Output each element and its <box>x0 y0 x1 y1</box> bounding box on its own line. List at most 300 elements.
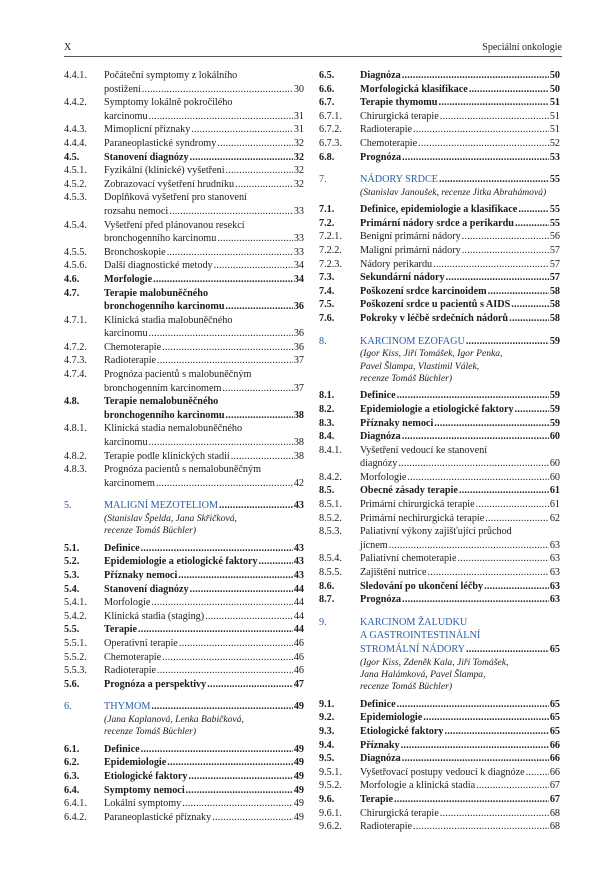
toc-entry-number: 6.1. <box>64 743 80 755</box>
toc-entry-number: 9.3. <box>319 726 335 737</box>
toc-page-number: 34 <box>293 260 304 272</box>
toc-entry <box>64 770 304 784</box>
toc-entry <box>64 743 304 757</box>
toc-entry-line <box>104 784 304 798</box>
toc-entry-body <box>104 651 304 665</box>
toc-entry-body <box>360 285 560 299</box>
toc-entry <box>319 498 560 512</box>
toc-entry <box>319 739 560 753</box>
toc-entry-title: Epidemiologie <box>360 712 423 724</box>
toc-entry-line <box>360 616 560 630</box>
toc-dot-leader <box>226 164 293 178</box>
toc-entry <box>319 793 560 807</box>
toc-dot-leader <box>167 756 293 770</box>
toc-entry-body <box>360 217 560 231</box>
toc-page-number: 47 <box>293 678 304 690</box>
toc-entry-title: karcinomem <box>104 477 155 489</box>
toc-entry-body <box>360 512 560 526</box>
toc-dot-leader <box>226 409 293 423</box>
toc-entry-line <box>360 820 560 834</box>
toc-entry-number: 5.4. <box>64 583 80 595</box>
toc-entry-title: Chirurgická terapie <box>360 110 439 122</box>
toc-entry-body <box>360 123 560 137</box>
toc-entry-body <box>104 743 304 757</box>
toc-entry-body <box>104 678 304 692</box>
toc-dot-leader <box>219 499 293 513</box>
toc-entry-number: 6.7.1. <box>319 110 342 122</box>
toc-page-number: 49 <box>293 798 304 810</box>
toc-entry-body <box>360 779 560 793</box>
toc-dot-leader <box>444 725 548 739</box>
toc-dot-leader <box>191 123 293 137</box>
toc-entry-line <box>360 271 560 285</box>
toc-entry-body <box>360 110 560 124</box>
toc-entry-body <box>360 69 560 83</box>
toc-entry-line <box>104 246 304 260</box>
toc-entry-number: 8.3. <box>319 417 335 429</box>
toc-entry <box>319 244 560 258</box>
toc-entry-line <box>104 797 304 811</box>
toc-page-number: 52 <box>549 137 560 149</box>
toc-entry-line <box>104 232 304 246</box>
toc-page-number: 65 <box>549 726 560 737</box>
toc-entry-body <box>104 273 304 287</box>
author-line: recenze Tomáš Büchler) <box>360 372 453 384</box>
toc-entry <box>64 287 304 314</box>
toc-entry <box>319 389 560 403</box>
toc-entry-title: Definice <box>104 542 140 554</box>
author-line: (Stanislav Janoušek, recenze Jitka Abrahámová) <box>360 186 547 198</box>
toc-entry-body <box>104 246 304 260</box>
toc-entry-title: Zajištění nutrice <box>360 567 427 579</box>
toc-dot-leader <box>214 259 293 273</box>
toc-entry-title: MALIGNÍ MEZOTELIOM <box>104 500 219 512</box>
toc-entry-number: 9.2. <box>319 712 335 724</box>
toc-entry-title: Etiologické faktory <box>104 770 188 782</box>
toc-entry-title: Paliativní chemoterapie <box>360 553 457 565</box>
toc-entry-number: 4.8.1. <box>64 423 87 435</box>
author-line: recenze Tomáš Büchler) <box>104 726 197 738</box>
toc-entry-number: 4.8.2. <box>64 450 87 462</box>
toc-entry-number: 7.2.2. <box>319 244 342 256</box>
toc-entry <box>319 525 560 552</box>
toc-entry-title: Definice <box>104 743 140 755</box>
chapter-authors <box>360 657 560 694</box>
toc-entry-body <box>104 354 304 368</box>
toc-dot-leader <box>153 273 293 287</box>
toc-entry-title: Epidemiologie <box>104 757 167 769</box>
toc-entry-body <box>104 219 304 246</box>
toc-page-number: 44 <box>293 610 304 622</box>
toc-dot-leader <box>235 178 293 192</box>
toc-dot-leader <box>515 403 549 417</box>
toc-entry-title: NÁDORY SRDCE <box>360 174 439 186</box>
toc-entry-line <box>360 298 560 312</box>
toc-dot-leader <box>413 123 549 137</box>
toc-page-number: 49 <box>293 743 304 755</box>
toc-entry-title: Definice <box>360 698 396 710</box>
toc-entry <box>64 178 304 192</box>
toc-entry-number: 9.4. <box>319 739 335 751</box>
toc-entry-line <box>360 403 560 417</box>
toc-entry-line <box>104 314 304 328</box>
toc-entry-line <box>360 83 560 97</box>
toc-page-number: 49 <box>293 811 304 823</box>
toc-dot-leader <box>141 542 293 556</box>
toc-entry <box>319 512 560 526</box>
toc-entry-number: 5.1. <box>64 542 80 554</box>
toc-entry-line <box>104 110 304 124</box>
toc-entry-line <box>360 807 560 821</box>
toc-page-number: 30 <box>293 83 304 95</box>
toc-entry-number: 5.5.3. <box>64 665 87 677</box>
toc-entry-number: 9.6. <box>319 793 335 805</box>
toc-entry <box>319 711 560 725</box>
toc-entry-title: Nádory perikardu <box>360 258 433 270</box>
toc-entry <box>64 96 304 123</box>
toc-entry-body <box>104 463 304 490</box>
running-header <box>64 40 562 57</box>
toc-page-number: 56 <box>549 231 560 243</box>
toc-entry <box>64 123 304 137</box>
toc-entry-line <box>104 637 304 651</box>
toc-entry-body <box>360 525 560 552</box>
toc-entry-number: 9.5.2. <box>319 780 342 792</box>
toc-entry-line <box>360 711 560 725</box>
toc-page-number: 34 <box>293 273 304 285</box>
toc-entry-title: Terapie thymomu <box>360 97 438 109</box>
toc-entry-line <box>104 463 304 477</box>
toc-dot-leader <box>509 312 549 326</box>
toc-page-number: 33 <box>293 205 304 217</box>
toc-entry-line <box>104 555 304 569</box>
toc-entry-line <box>360 793 560 807</box>
toc-entry-number: 9.6.1. <box>319 807 342 819</box>
toc-page-number: 38 <box>293 437 304 449</box>
toc-entry-body <box>360 417 560 431</box>
toc-entry-title: Prognóza pacientů s nemalobuněčným <box>104 464 262 476</box>
toc-entry <box>319 779 560 793</box>
toc-entry-line <box>104 137 304 151</box>
toc-entry-body <box>360 430 560 444</box>
toc-entry-number: 4.5.5. <box>64 246 87 258</box>
toc-entry-line <box>360 525 560 539</box>
toc-page-number: 59 <box>549 390 560 402</box>
toc-page-number: 33 <box>293 246 304 258</box>
toc-entry-body <box>104 137 304 151</box>
toc-page-number: 46 <box>293 637 304 649</box>
toc-entry-title: Klinická stadia (staging) <box>104 610 205 622</box>
toc-entry-body <box>360 403 560 417</box>
toc-page-number: 36 <box>293 301 304 313</box>
toc-entry-title: Doplňková vyšetření pro stanovení <box>104 192 247 204</box>
toc-entry-number: 5.5.2. <box>64 651 87 663</box>
toc-entry <box>319 137 560 151</box>
toc-dot-leader <box>457 552 548 566</box>
toc-entry-line <box>360 110 560 124</box>
toc-entry-number: 4.5.1. <box>64 165 87 177</box>
toc-dot-leader <box>162 341 293 355</box>
toc-entry-title: Definice <box>360 390 396 402</box>
toc-entry-body <box>104 450 304 464</box>
toc-dot-leader <box>156 477 293 491</box>
toc-entry-number: 8.5.5. <box>319 567 342 579</box>
toc-page-number: 42 <box>293 477 304 489</box>
toc-entry-number: 7.2.3. <box>319 258 342 270</box>
toc-dot-leader <box>169 205 293 219</box>
toc-entry-number: 4.8.3. <box>64 464 87 476</box>
toc-entry-number: 4.4.3. <box>64 124 87 136</box>
toc-entry <box>64 664 304 678</box>
toc-entry <box>64 623 304 637</box>
toc-entry-line <box>104 477 304 491</box>
toc-entry <box>64 583 304 597</box>
toc-chapter <box>319 616 560 698</box>
toc-entry-line <box>360 739 560 753</box>
toc-entry <box>64 542 304 556</box>
toc-entry-line <box>104 542 304 556</box>
toc-entry-body <box>104 623 304 637</box>
toc-page-number: 63 <box>549 594 560 606</box>
toc-entry-body <box>360 793 560 807</box>
toc-entry-line <box>360 629 560 643</box>
toc-dot-leader <box>488 285 549 299</box>
toc-dot-leader <box>434 417 549 431</box>
toc-page-number: 32 <box>293 178 304 190</box>
toc-entry-body <box>104 123 304 137</box>
toc-entry <box>64 637 304 651</box>
toc-dot-leader <box>217 137 292 151</box>
toc-page-number: 57 <box>549 244 560 256</box>
toc-entry-line <box>104 664 304 678</box>
toc-page-number: 36 <box>293 328 304 340</box>
toc-entry <box>319 752 560 766</box>
toc-page-number: 53 <box>549 151 560 163</box>
toc-entry-title: Terapie nemalobuněčného <box>104 396 219 408</box>
toc-entry-title: Poškození srdce u pacientů s AIDS <box>360 299 511 311</box>
toc-entry-title: Příznaky <box>360 739 400 751</box>
toc-entry-number: 5.5.1. <box>64 637 87 649</box>
toc-dot-leader <box>398 457 548 471</box>
toc-right-column <box>319 69 560 834</box>
toc-entry-title: Chemoterapie <box>360 137 418 149</box>
toc-dot-leader <box>149 110 293 124</box>
toc-entry-body <box>104 69 304 96</box>
toc-entry-line <box>360 552 560 566</box>
toc-entry-line <box>104 96 304 110</box>
toc-entry-number: 4.8. <box>64 396 80 408</box>
toc-entry-body <box>360 807 560 821</box>
toc-entry <box>64 797 304 811</box>
toc-entry-body <box>104 191 304 218</box>
toc-entry-body <box>360 711 560 725</box>
toc-entry <box>64 811 304 825</box>
toc-entry-body <box>360 580 560 594</box>
toc-dot-leader <box>466 643 549 657</box>
toc-dot-leader <box>402 430 549 444</box>
toc-entry-title: Epidemiologie a etiologické faktory <box>104 556 258 568</box>
toc-entry-title: Chemoterapie <box>104 341 162 353</box>
toc-entry-title: Primární nádory srdce a perikardu <box>360 217 514 229</box>
toc-left-column <box>64 69 304 824</box>
toc-entry-line <box>104 259 304 273</box>
toc-entry-body <box>360 698 560 712</box>
toc-entry-number: 6.6. <box>319 83 335 95</box>
toc-entry-title: Vyšetření vedoucí ke stanovení <box>360 444 488 456</box>
toc-entry-title: Počáteční symptomy z lokálního <box>104 70 238 81</box>
toc-entry-number: 8.6. <box>319 580 335 592</box>
author-line: (Jana Kaplanová, Lenka Babičková, <box>104 713 244 725</box>
toc-entry <box>319 96 560 110</box>
toc-dot-leader <box>186 784 293 798</box>
toc-dot-leader <box>259 555 293 569</box>
toc-entry-number: 4.7.2. <box>64 341 87 353</box>
author-line: (Stanislav Špelda, Jana Skřičková, <box>104 513 237 524</box>
toc-page-number: 46 <box>293 665 304 677</box>
toc-entry-body <box>360 552 560 566</box>
toc-entry-title: Morfologie <box>104 273 153 285</box>
toc-entry-line <box>104 409 304 423</box>
toc-dot-leader <box>402 69 549 83</box>
toc-entry-line <box>360 203 560 217</box>
toc-entry-body <box>360 484 560 498</box>
toc-entry-line <box>104 436 304 450</box>
toc-entry-body <box>104 395 304 422</box>
toc-entry-line <box>360 69 560 83</box>
toc-dot-leader <box>518 203 548 217</box>
toc-entry-body <box>360 173 560 203</box>
toc-entry-body <box>360 151 560 165</box>
toc-entry-number: 8.5.2. <box>319 512 342 524</box>
toc-entry-line <box>360 123 560 137</box>
toc-entry <box>64 69 304 96</box>
toc-entry-number: 6.7.2. <box>319 124 342 136</box>
toc-entry-number: 6.7. <box>319 97 335 109</box>
toc-entry-title: Vyšetření před plánovanou resekcí <box>104 219 245 231</box>
toc-entry-number: 6.3. <box>64 770 80 782</box>
toc-entry-number: 9.5. <box>319 753 335 765</box>
toc-page-number: 43 <box>293 542 304 554</box>
toc-entry <box>319 285 560 299</box>
toc-entry-title: KARCINOM EZOFAGU <box>360 335 465 347</box>
toc-entry <box>64 341 304 355</box>
toc-entry <box>319 566 560 580</box>
toc-dot-leader <box>484 580 549 594</box>
toc-entry-line <box>360 457 560 471</box>
toc-dot-leader <box>138 623 293 637</box>
toc-entry-number: 9.1. <box>319 698 335 710</box>
toc-page-number: 65 <box>549 644 560 655</box>
toc-entry-title: Stanovení diagnózy <box>104 151 189 163</box>
toc-page-number: 58 <box>549 299 560 311</box>
toc-entry-line <box>360 389 560 403</box>
chapter-authors <box>360 187 560 199</box>
toc-entry-body <box>104 700 304 742</box>
toc-entry <box>319 484 560 498</box>
toc-entry <box>64 273 304 287</box>
toc-entry <box>64 395 304 422</box>
toc-entry-body <box>360 498 560 512</box>
toc-entry-body <box>104 569 304 583</box>
toc-page-number: 43 <box>293 556 304 568</box>
toc-entry-number: 5.5. <box>64 624 80 636</box>
toc-dot-leader <box>433 258 549 272</box>
toc-entry-number: 7.3. <box>319 272 335 284</box>
toc-page-number: 68 <box>549 807 560 819</box>
toc-entry-body <box>360 471 560 485</box>
toc-entry <box>319 820 560 834</box>
toc-entry <box>319 417 560 431</box>
toc-entry-title: jícnem <box>360 539 388 551</box>
toc-chapter <box>64 700 304 742</box>
toc-entry <box>64 784 304 798</box>
toc-entry-number: 4.7.1. <box>64 314 87 326</box>
toc-entry <box>64 463 304 490</box>
toc-entry-body <box>360 230 560 244</box>
toc-entry-title: Prognóza a perspektivy <box>104 678 207 690</box>
toc-entry-number: 7.5. <box>319 299 335 311</box>
toc-entry-line <box>360 96 560 110</box>
toc-page-number: 33 <box>293 233 304 245</box>
toc-entry-number: 8.5.1. <box>319 499 342 511</box>
toc-entry-title: Morfologie a klinická stadia <box>360 780 476 792</box>
toc-entry-line <box>104 151 304 165</box>
toc-dot-leader <box>167 246 293 260</box>
toc-dot-leader <box>151 596 292 610</box>
toc-entry-body <box>104 583 304 597</box>
toc-entry-title: Poškození srdce karcinoidem <box>360 285 487 297</box>
toc-entry-line <box>104 191 304 205</box>
toc-dot-leader <box>526 766 549 780</box>
toc-page-number: 32 <box>293 151 304 163</box>
toc-entry-body <box>360 616 560 698</box>
toc-entry-line <box>360 725 560 739</box>
author-line: (Igor Kiss, Zdeněk Kala, Jiří Tomášek, <box>360 656 509 668</box>
toc-page-number: 50 <box>549 83 560 95</box>
toc-dot-leader <box>459 484 549 498</box>
toc-entry-line <box>360 285 560 299</box>
toc-entry <box>319 444 560 471</box>
toc-entry-title: Bronchoskopie <box>104 246 166 258</box>
toc-entry <box>64 651 304 665</box>
toc-entry-body <box>360 271 560 285</box>
toc-entry-title: Prognóza <box>360 151 402 163</box>
toc-entry-body <box>360 335 560 390</box>
toc-page-number: 67 <box>549 793 560 805</box>
toc-entry-title: Terapie malobuněčného <box>104 287 209 299</box>
toc-entry-body <box>104 368 304 395</box>
toc-page-number: 36 <box>293 341 304 353</box>
toc-entry-title: rozsahu nemoci <box>104 205 169 217</box>
toc-entry-body <box>360 566 560 580</box>
toc-entry-body <box>104 178 304 192</box>
toc-page-number: 60 <box>549 431 560 443</box>
toc-entry-body <box>360 312 560 326</box>
toc-dot-leader <box>423 711 549 725</box>
toc-entry <box>319 766 560 780</box>
toc-dot-leader <box>149 327 293 341</box>
toc-entry <box>319 217 560 231</box>
toc-entry-body <box>360 444 560 471</box>
toc-dot-leader <box>179 637 293 651</box>
toc-entry-line <box>104 583 304 597</box>
toc-entry-number: 4.5.2. <box>64 178 87 190</box>
toc-entry-body <box>104 499 304 541</box>
toc-dot-leader <box>476 779 549 793</box>
toc-entry-title: Sledování po ukončení léčby <box>360 580 484 592</box>
toc-entry-title: Zobrazovací vyšetření hrudníku <box>104 178 235 190</box>
toc-entry-line <box>104 596 304 610</box>
